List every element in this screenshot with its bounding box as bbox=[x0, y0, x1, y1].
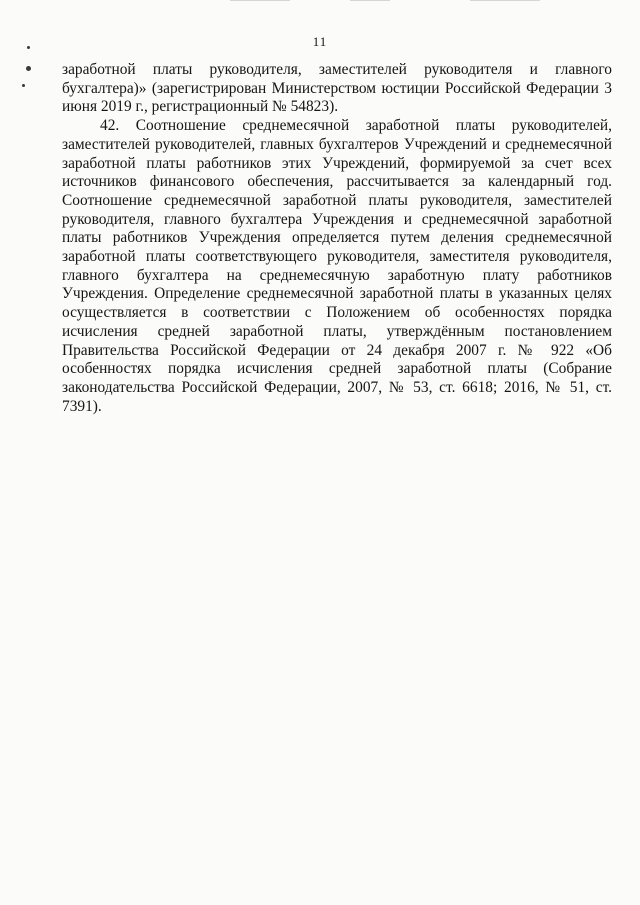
scan-dot-artifact bbox=[26, 66, 31, 71]
document-text bbox=[62, 61, 612, 416]
page-number: 11 bbox=[312, 34, 328, 49]
paragraph-clause-42: 42. Соотношение среднемесячной заработной платы руководителей, заместителей руководителей, главных бухгалтеров Учреждений и среднемесячной заработной платы работников этих Учреждений, формируемой за счет всех источников финансового обеспечения, рассчитывается за календарный год. Соотношение среднемесячной заработной платы руководителя, заместителей руководителя, главного бухгалтера Учреждения и среднемесячной заработной платы работников Учреждения определяется путем деления среднемесячной заработной платы соответствующего руководителя, заместителя руководителя, главного бухгалтера на среднемесячную заработную плату работников Учреждения. Определение среднемесячной заработной платы в указанных целях осуществляется в соответствии с Положением об особенностях порядка исчисления средней заработной платы, утверждённым постановлением Правительства Российской Федерации от 24 декабря 2007 г. № 922 «Об особенностях порядка исчисления средней заработной платы (Собрание законодательства Российской Федерации, 2007, № 53, ст. 6618; 2016, № 51, ст. 7391). bbox=[62, 117, 612, 415]
paragraph-continuation: заработной платы руководителя, заместителей руководителя и главного бухгалтера)» (зарегистрирован Министерством юстиции Российской Федерации 3 июня 2019 г., регистрационный № 54823). bbox=[62, 61, 612, 116]
scan-dot-artifact bbox=[22, 84, 25, 87]
scan-edge-artifact bbox=[470, 0, 540, 1]
scan-edge-artifact bbox=[350, 0, 390, 1]
scan-edge-artifact bbox=[230, 0, 290, 1]
